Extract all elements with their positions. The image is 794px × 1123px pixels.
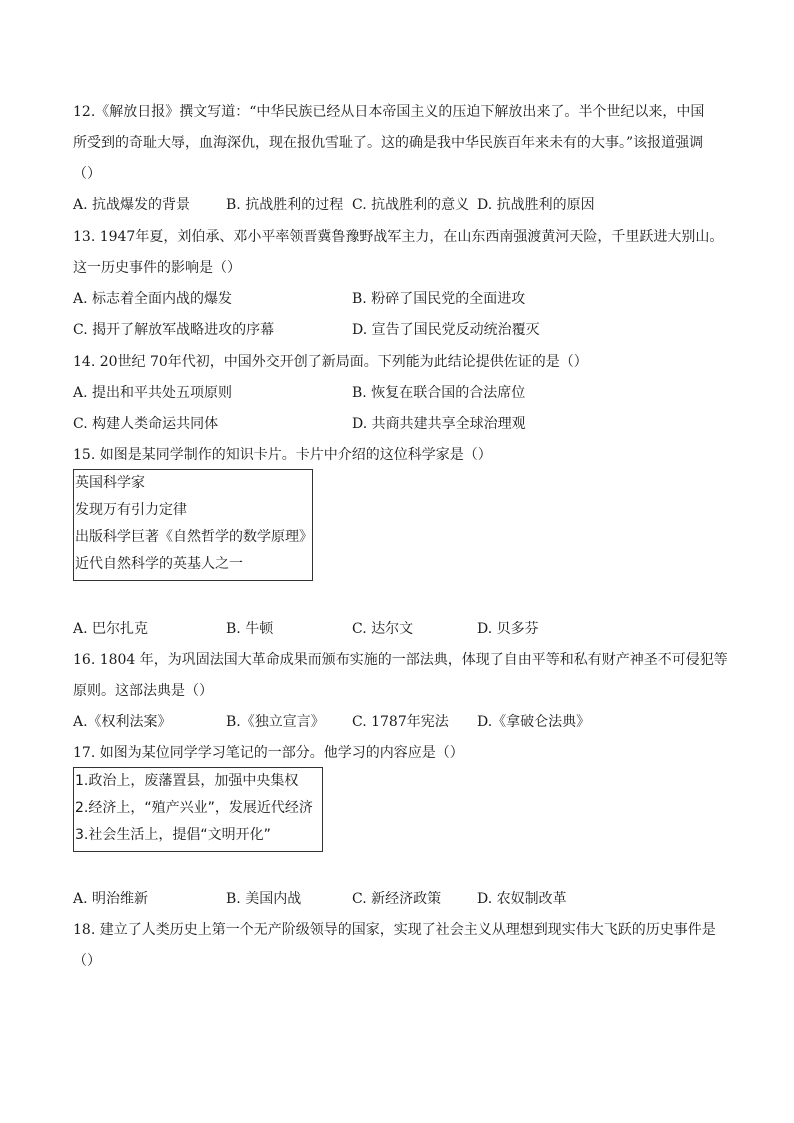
card-line: 英国科学家 — [75, 475, 145, 491]
q13-option-b: B. 粉碎了国民党的全面进攻 — [352, 291, 526, 307]
question-13-text: 13. 1947年夏，刘伯承、邓小平率领晋冀鲁豫野战军主力，在山东西南强渡黄河天险，千里跃进大别山。 — [73, 229, 724, 245]
question-12-text-3: （） — [73, 166, 101, 182]
q15-option-a: A. 巴尔扎克 — [73, 621, 149, 637]
question-16-text-2: 原则。这部法典是（） — [73, 683, 213, 699]
question-14-text: 14. 20世纪 70年代初，中国外交开创了新局面。下列能为此结论提供佐证的是（） — [73, 354, 588, 370]
note-line: 2.经济上，“殖产兴业”，发展近代经济 — [75, 800, 313, 816]
q16-option-a: A.《权利法案》 — [73, 714, 172, 730]
q14-option-d: D. 共商共建共享全球治理观 — [352, 416, 526, 432]
card-line: 发现万有引力定律 — [75, 502, 187, 518]
q14-option-b: B. 恢复在联合国的合法席位 — [352, 385, 526, 401]
q15-option-b: B. 牛顿 — [226, 621, 274, 637]
card-line: 出版科学巨著《自然哲学的数学原理》 — [75, 529, 313, 545]
q17-option-a: A. 明治维新 — [73, 891, 149, 907]
q12-option-d: D. 抗战胜利的原因 — [477, 197, 595, 213]
question-16-text: 16. 1804 年，为巩固法国大革命成果而颁布实施的一部法典，体现了自由平等和私有财产神圣不可侵犯等 — [73, 652, 728, 668]
q14-option-a: A. 提出和平共处五项原则 — [73, 385, 233, 401]
question-17-text: 17. 如图为某位同学学习笔记的一部分。他学习的内容应是（） — [73, 745, 464, 761]
q16-option-c: C. 1787年宪法 — [352, 714, 449, 730]
question-12-text-2: 所受到的奇耻大辱，血海深仇，现在报仇雪耻了。这的确是我中华民族百年来未有的大事。”该报道强调 — [73, 135, 704, 151]
question-15-text: 15. 如图是某同学制作的知识卡片。卡片中介绍的这位科学家是（） — [73, 447, 492, 463]
question-12-text: 12.《解放日报》撰文写道：“中华民族已经从日本帝国主义的压迫下解放出来了。半个世纪以来，中国 — [73, 104, 705, 120]
card-line: 近代自然科学的英基人之一 — [75, 556, 243, 572]
q13-option-c: C. 揭开了解放军战略进攻的序幕 — [73, 322, 275, 338]
q13-option-a: A. 标志着全面内战的爆发 — [73, 291, 233, 307]
q15-option-c: C. 达尔文 — [352, 621, 414, 637]
q16-option-d: D.《拿破仑法典》 — [477, 714, 591, 730]
q17-option-b: B. 美国内战 — [226, 891, 302, 907]
question-18-text-2: （） — [73, 953, 101, 969]
question-13-text-2: 这一历史事件的影响是（） — [73, 260, 241, 276]
q12-option-b: B. 抗战胜利的过程 — [226, 197, 344, 213]
q12-option-a: A. 抗战爆发的背景 — [73, 197, 191, 213]
note-line: 1.政治上，废藩置县，加强中央集权 — [75, 773, 299, 789]
study-notes-card — [73, 767, 323, 852]
q14-option-c: C. 构建人类命运共同体 — [73, 416, 219, 432]
note-line: 3.社会生活上，提倡“文明开化” — [75, 827, 271, 843]
q15-option-d: D. 贝多芬 — [477, 621, 539, 637]
knowledge-card — [73, 469, 313, 581]
q13-option-d: D. 宣告了国民党反动统治覆灭 — [352, 322, 540, 338]
q17-option-d: D. 农奴制改革 — [477, 891, 567, 907]
q16-option-b: B.《独立宣言》 — [226, 714, 325, 730]
question-18-text: 18. 建立了人类历史上第一个无产阶级领导的国家，实现了社会主义从理想到现实伟大飞跃的历史事件是 — [73, 922, 716, 938]
q12-option-c: C. 抗战胜利的意义 — [352, 197, 470, 213]
q17-option-c: C. 新经济政策 — [352, 891, 442, 907]
